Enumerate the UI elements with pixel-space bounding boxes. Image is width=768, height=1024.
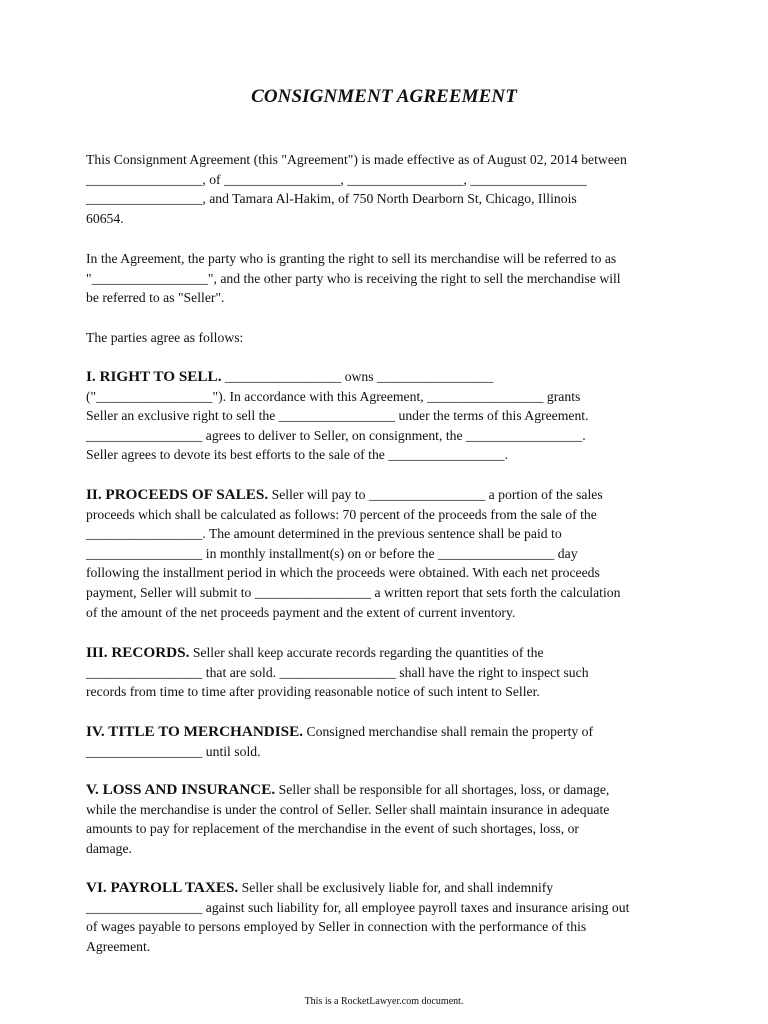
section-first-line: [86, 643, 589, 663]
section-line: while the merchandise is under the control of Seller. Seller shall maintain insurance in adequate: [86, 801, 610, 817]
section-first-line: [86, 722, 593, 742]
page-footer: This is a RocketLawyer.com document.: [304, 996, 464, 1007]
section-heading: II. PROCEEDS OF SALES.: [86, 486, 269, 503]
intro-paragraph: [86, 150, 627, 228]
section-title-to-merchandise: [86, 722, 593, 761]
intro-line: _________________, and Tamara Al-Hakim, of 750 North Dearborn St, Chicago, Illinois: [86, 191, 577, 207]
intro-line: _________________, of _________________, _________________, _________________: [86, 171, 587, 187]
section-heading: V. LOSS AND INSURANCE.: [86, 781, 276, 798]
section-line: Seller shall be exclusively liable for, and shall indemnify: [238, 880, 554, 895]
section-line: following the installment period in which the proceeds were obtained. With each net proceeds: [86, 565, 600, 581]
section-line: Seller shall be responsible for all shortages, loss, or damage,: [275, 782, 610, 797]
section-records: [86, 643, 589, 702]
section-line: proceeds which shall be calculated as follows: 70 percent of the proceeds from the sale of the: [86, 506, 597, 522]
section-line: _________________ in monthly installment(s) on or before the _________________ day: [86, 545, 578, 561]
section-loss-and-insurance: [86, 780, 609, 858]
section-line: ("_________________"). In accordance with this Agreement, _________________ grants: [86, 388, 581, 404]
section-first-line: [86, 780, 609, 800]
section-payroll-taxes: [86, 878, 629, 956]
section-line: _________________ that are sold. _________________ shall have the right to inspect such: [86, 664, 589, 680]
section-first-line: [86, 878, 629, 898]
referral-line: be referred to as "Seller".: [86, 290, 225, 306]
referral-line: "_________________", and the other party who is receiving the right to sell the merchandise will: [86, 270, 621, 286]
section-line: Consigned merchandise shall remain the property of: [303, 724, 594, 739]
referral-paragraph: [86, 249, 621, 308]
section-line: _________________ until sold.: [86, 743, 261, 759]
section-line: _________________ against such liability for, all employee payroll taxes and insurance arising out: [86, 899, 630, 915]
section-line: Agreement.: [86, 938, 151, 954]
document-title: CONSIGNMENT AGREEMENT: [251, 86, 517, 107]
intro-line: This Consignment Agreement (this "Agreement") is made effective as of August 02, 2014 between: [86, 152, 627, 167]
section-line: _________________ owns _________________: [221, 369, 494, 384]
section-line: Seller agrees to devote its best efforts to the sale of the _________________.: [86, 447, 509, 463]
section-line: payment, Seller will submit to _________________ a written report that sets forth the calculation: [86, 584, 621, 600]
section-line: records from time to time after providing reasonable notice of such intent to Seller.: [86, 684, 540, 700]
section-heading: VI. PAYROLL TAXES.: [86, 879, 239, 896]
section-heading: I. RIGHT TO SELL.: [86, 368, 222, 385]
section-line: Seller an exclusive right to sell the _________________ under the terms of this Agreement.: [86, 408, 589, 424]
section-line: Seller will pay to _________________ a portion of the sales: [268, 487, 603, 502]
section-heading: IV. TITLE TO MERCHANDISE.: [86, 723, 304, 740]
section-line: of wages payable to persons employed by Seller in connection with the performance of this: [86, 919, 587, 935]
section-line: amounts to pay for replacement of the merchandise in the event of such shortages, loss, or: [86, 821, 579, 837]
section-line: _________________. The amount determined in the previous sentence shall be paid to: [86, 526, 562, 542]
section-heading: III. RECORDS.: [86, 644, 190, 661]
section-first-line: [86, 485, 620, 505]
section-line: damage.: [86, 840, 132, 856]
intro-line: 60654.: [86, 210, 124, 226]
section-proceeds-of-sales: [86, 485, 620, 622]
section-right-to-sell: [86, 367, 589, 465]
referral-line: In the Agreement, the party who is granting the right to sell its merchandise will be referred to as: [86, 251, 617, 266]
section-line: of the amount of the net proceeds payment and the extent of current inventory.: [86, 604, 516, 620]
parties-paragraph: The parties agree as follows:: [86, 330, 244, 345]
section-first-line: [86, 367, 589, 387]
section-line: Seller shall keep accurate records regarding the quantities of the: [189, 645, 544, 660]
section-line: _________________ agrees to deliver to Seller, on consignment, the _________________.: [86, 427, 586, 443]
